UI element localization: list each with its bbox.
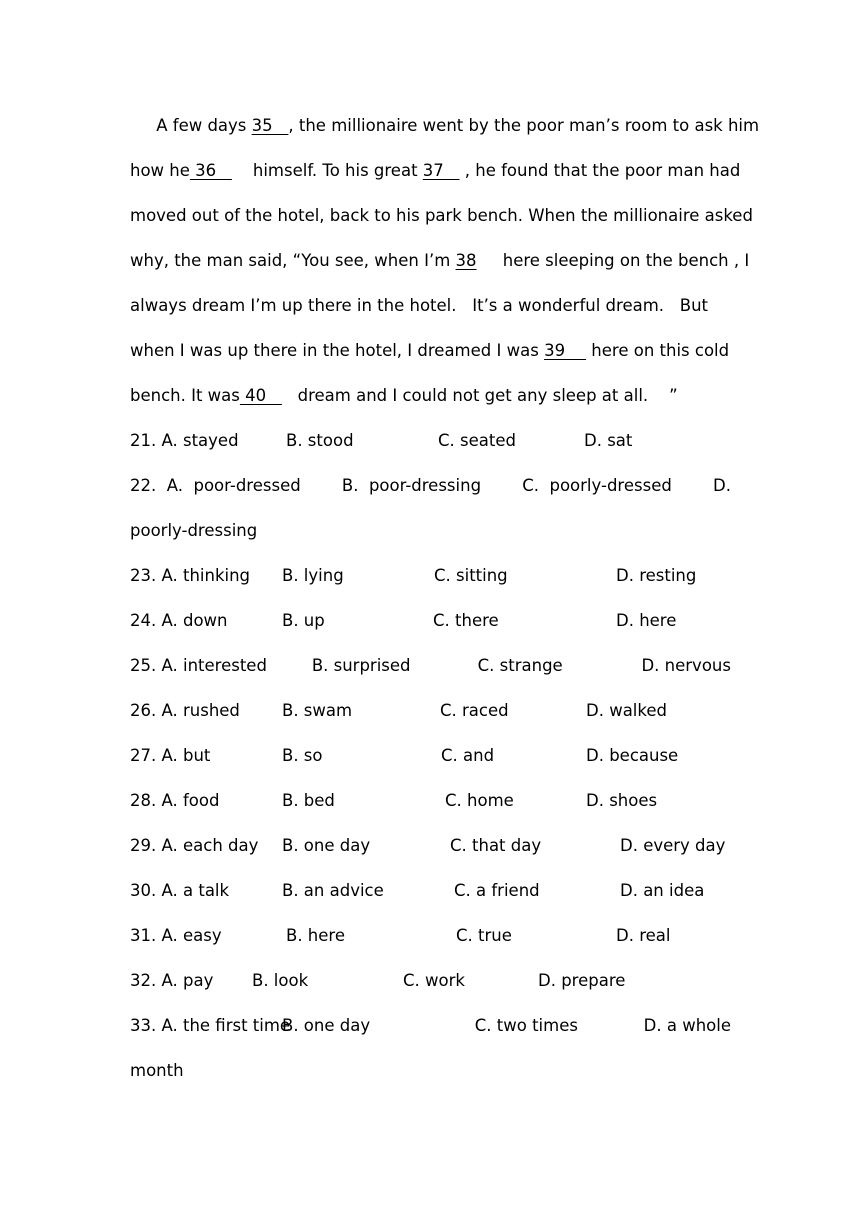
- question-option-b: B. swam: [282, 701, 353, 720]
- passage-text: , the millionaire went by the poor man’s room to ask him: [288, 116, 760, 135]
- passage-text: bench. It was: [130, 386, 240, 405]
- passage-text: how he: [130, 161, 190, 180]
- question-32: [130, 958, 731, 1003]
- question-24: [130, 598, 731, 643]
- question-22: [130, 463, 731, 508]
- question-option-d: D. an idea: [620, 881, 705, 900]
- question-22-continuation: [130, 508, 731, 553]
- question-option-d: D. resting: [616, 566, 697, 585]
- passage-line-1: [130, 103, 760, 148]
- question-25: [130, 643, 731, 688]
- question-31: [130, 913, 731, 958]
- question-21: [130, 418, 731, 463]
- blank-38: 38: [455, 251, 477, 270]
- question-23: [130, 553, 731, 598]
- blank-36: 36: [189, 161, 232, 180]
- question-28: [130, 778, 731, 823]
- question-option-b: B. one day: [282, 1016, 371, 1035]
- question-option-a: 23. A. thinking: [130, 566, 251, 585]
- passage-text: when I was up there in the hotel, I dreamed I was: [130, 341, 545, 360]
- question-option-d: D. nervous: [641, 656, 731, 675]
- question-option-c: C. there: [433, 611, 499, 630]
- question-option-b: B. surprised: [311, 656, 411, 675]
- passage-text: dream and I could not get any sleep at all. ”: [281, 386, 678, 405]
- question-29: [130, 823, 731, 868]
- question-option-c: C. true: [456, 926, 512, 945]
- question-33-continuation: [130, 1048, 731, 1093]
- question-option-b: B. an advice: [282, 881, 384, 900]
- passage-text: here sleeping on the bench , I: [476, 251, 750, 270]
- passage-text: himself. To his great: [231, 161, 423, 180]
- question-option-d-cont: poorly-dressing: [130, 521, 258, 540]
- question-option-d: D. sat: [584, 431, 633, 450]
- question-option-d: D. shoes: [586, 791, 658, 810]
- passage-text: why, the man said, “You see, when I’m: [130, 251, 456, 270]
- question-option-c: C. and: [441, 746, 495, 765]
- question-option-d: D. a whole: [643, 1016, 731, 1035]
- question-option-d: D. walked: [586, 701, 667, 720]
- passage-text: , he found that the poor man had: [459, 161, 741, 180]
- question-27: [130, 733, 731, 778]
- question-option-a: 33. A. the first time: [130, 1016, 291, 1035]
- question-option-b: B. one day: [282, 836, 371, 855]
- question-option-d: D.: [713, 476, 731, 495]
- passage-line-2: [130, 148, 741, 193]
- question-option-b: B. look: [252, 971, 309, 990]
- question-option-a: 28. A. food: [130, 791, 220, 810]
- question-33: [130, 1003, 731, 1048]
- question-option-d: D. real: [616, 926, 671, 945]
- question-option-d-cont: month: [130, 1061, 184, 1080]
- question-option-a: 31. A. easy: [130, 926, 222, 945]
- question-option-a: 32. A. pay: [130, 971, 214, 990]
- blank-40: 40: [239, 386, 282, 405]
- question-option-a: 26. A. rushed: [130, 701, 240, 720]
- question-option-c: C. strange: [477, 656, 563, 675]
- question-option-a: 24. A. down: [130, 611, 228, 630]
- passage-text: moved out of the hotel, back to his park bench. When the millionaire asked: [130, 206, 753, 225]
- question-option-c: C. seated: [438, 431, 516, 450]
- question-option-a: 25. A. interested: [130, 656, 267, 675]
- question-option-c: C. work: [403, 971, 465, 990]
- passage-line-6: [130, 328, 731, 373]
- question-option-c: C. two times: [474, 1016, 578, 1035]
- question-option-a: 30. A. a talk: [130, 881, 230, 900]
- question-option-b: B. lying: [282, 566, 344, 585]
- question-option-c: C. home: [445, 791, 514, 810]
- question-option-b: B. up: [282, 611, 325, 630]
- question-option-b: B. here: [286, 926, 345, 945]
- document-page: [130, 103, 760, 1093]
- question-option-b: B. bed: [282, 791, 335, 810]
- blank-35: 35: [251, 116, 289, 135]
- passage-line-4: [130, 238, 750, 283]
- question-option-d: D. here: [616, 611, 677, 630]
- question-option-d: D. every day: [620, 836, 726, 855]
- passage-line-5: [130, 283, 731, 328]
- passage-line-3: [130, 193, 753, 238]
- passage-text: A few days: [130, 116, 252, 135]
- question-30: [130, 868, 731, 913]
- question-option-a: 21. A. stayed: [130, 431, 239, 450]
- question-26: [130, 688, 731, 733]
- question-option-a: 22. A. poor-dressed: [130, 476, 301, 495]
- question-option-b: B. poor-dressing: [341, 476, 482, 495]
- question-option-c: C. a friend: [454, 881, 540, 900]
- question-option-d: D. because: [586, 746, 679, 765]
- passage-text: always dream I’m up there in the hotel. It’s a wonderful dream. But: [130, 296, 709, 315]
- passage-line-7: [130, 373, 731, 418]
- passage-text: here on this cold: [586, 341, 730, 360]
- blank-39: 39: [544, 341, 587, 360]
- question-option-b: B. so: [282, 746, 323, 765]
- question-option-c: C. poorly-dressed: [522, 476, 672, 495]
- question-option-b: B. stood: [286, 431, 354, 450]
- question-option-a: 27. A. but: [130, 746, 211, 765]
- question-option-a: 29. A. each day: [130, 836, 259, 855]
- question-option-c: C. that day: [450, 836, 542, 855]
- question-option-d: D. prepare: [538, 971, 626, 990]
- blank-37: 37: [422, 161, 460, 180]
- question-option-c: C. raced: [440, 701, 509, 720]
- question-option-c: C. sitting: [434, 566, 508, 585]
